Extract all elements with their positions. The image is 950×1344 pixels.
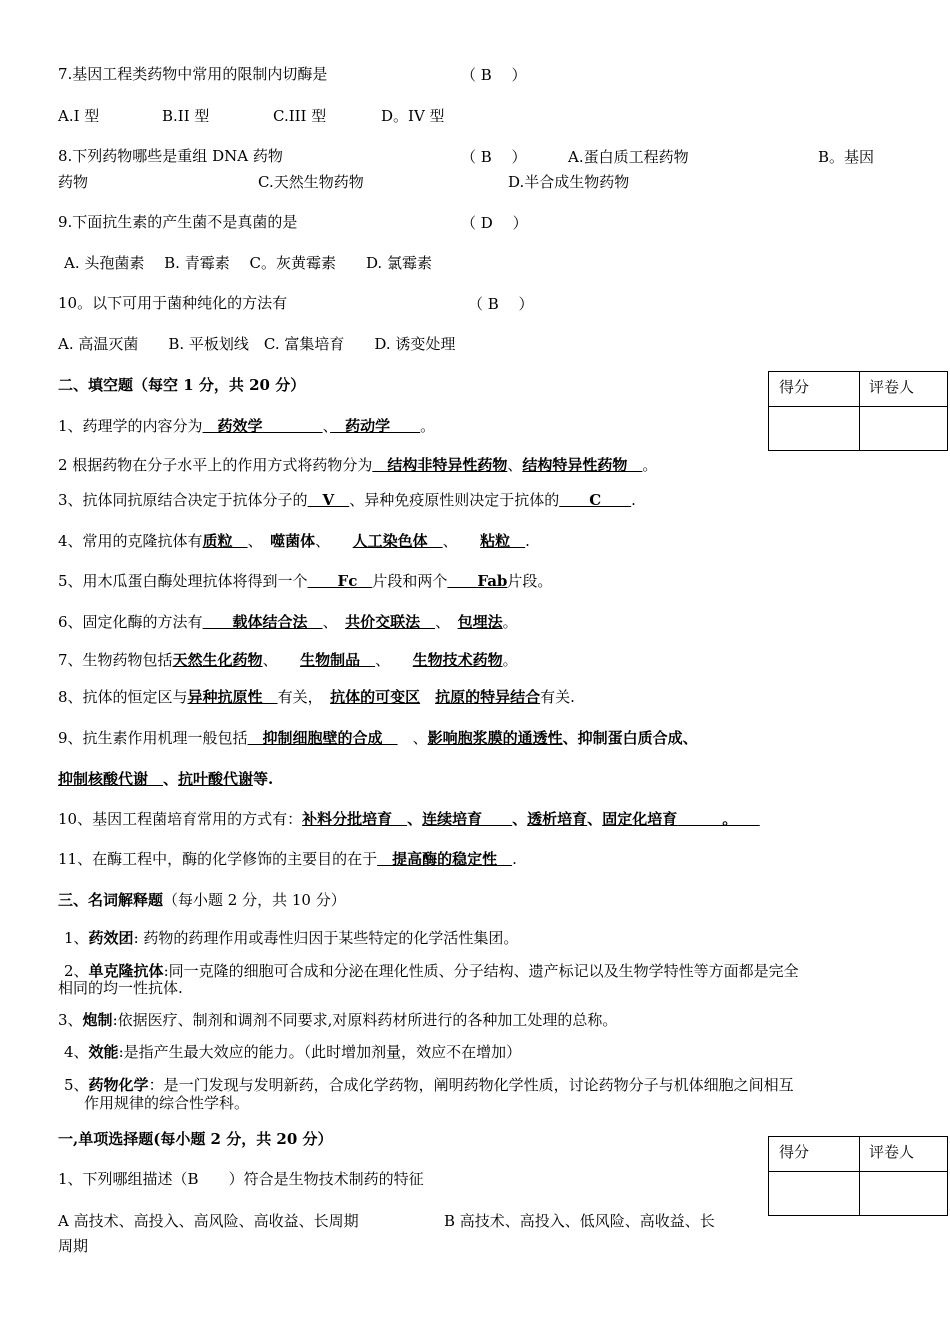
q7-text: 7.基因工程类药物中常用的限制内切酶是 [58, 65, 328, 83]
q8-option-d: D.半合成生物药物 [508, 173, 630, 191]
grader-label: 评卷人 [869, 1143, 915, 1161]
q7-option-b: B.II 型 [162, 107, 210, 125]
term-3: 3、炮制:依据医疗、制剂和调剂不同要求,对原料药材所进行的各种加工处理的总称。 [58, 1011, 618, 1029]
section3-heading: 三、名词解释题（每小题 2 分，共 10 分） [58, 891, 346, 909]
q9-options: A. 头孢菌素 B. 青霉素 C。灰黄霉素 D. 氯霉素 [64, 254, 432, 272]
grader-label: 评卷人 [869, 378, 915, 396]
fill-7: 7、生物药物包括天然生化药物、 生物制品 、 生物技术药物。 [58, 651, 518, 669]
score-label: 得分 [779, 378, 810, 396]
q7-option-a: A.I 型 [58, 107, 100, 125]
term-5-cont: 作用规律的综合性学科。 [84, 1094, 250, 1112]
s1-q1-option-b: B 高技术、高投入、低风险、高收益、长 [444, 1212, 715, 1230]
q7-option-d: D。IV 型 [381, 107, 445, 125]
q7-option-c: C.III 型 [273, 107, 327, 125]
fill-9: 9、抗生素作用机理一般包括 抑制细胞壁的合成 、影响胞浆膜的通透性、抑制蛋白质合成、 [58, 729, 698, 747]
fill-10: 10、基因工程菌培育常用的方式有：补料分批培育 、连续培育 、透析培育、固定化培育 。 [58, 810, 760, 828]
term-1: 1、药效团: 药物的药理作用或毒性归因于某些特定的化学活性集团。 [64, 929, 519, 947]
q8-answer: （ B ） [461, 148, 527, 166]
fill-6: 6、固定化酶的方法有 载体结合法 、 共价交联法 、 包埋法。 [58, 613, 518, 631]
q8-option-b-cont: 药物 [58, 173, 89, 191]
score-box-section1 [768, 1136, 948, 1216]
term-2: 2、单克隆抗体:同一克隆的细胞可合成和分泌在理化性质、分子结构、遗产标记以及生物学特性等方面都是完全 [64, 962, 799, 980]
q8-text: 8.下列药物哪些是重组 DNA 药物 [58, 147, 283, 165]
term-5: 5、药物化学：是一门发现与发明新药，合成化学药物，阐明药物化学性质，讨论药物分子与机体细胞之间相互 [64, 1076, 794, 1094]
q8-option-b: B。基因 [818, 148, 875, 166]
s1-q1-option-a: A 高技术、高投入、高风险、高收益、长周期 [58, 1212, 359, 1230]
score-box-section2 [768, 371, 948, 451]
section1-heading: 一,单项选择题(每小题 2 分，共 20 分） [58, 1130, 333, 1148]
q10-text: 10。以下可用于菌种纯化的方法有 [58, 294, 288, 312]
q10-options: A. 高温灭菌 B. 平板划线 C. 富集培育 D. 诱变处理 [58, 335, 456, 353]
fill-9-cont: 抑制核酸代谢 、抗叶酸代谢等. [58, 770, 274, 788]
fill-3: 3、抗体同抗原结合决定于抗体分子的 V 、异种免疫原性则决定于抗体的 C . [58, 491, 636, 509]
fill-2: 2 根据药物在分子水平上的作用方式将药物分为 结构非特异性药物、结构特异性药物 。 [58, 456, 658, 474]
q8-option-c: C.天然生物药物 [258, 173, 364, 191]
s1-q1-text: 1、下列哪组描述（B ）符合是生物技术制药的特征 [58, 1170, 424, 1188]
fill-8: 8、抗体的恒定区与异种抗原性 有关， 抗体的可变区 抗原的特异结合有关. [58, 688, 575, 706]
q7-answer: （ B ） [461, 66, 527, 84]
fill-5: 5、用木瓜蛋白酶处理抗体将得到一个 Fc 片段和两个 Fab片段。 [58, 572, 553, 590]
q8-option-a: A.蛋白质工程药物 [568, 148, 689, 166]
q9-text: 9.下面抗生素的产生菌不是真菌的是 [58, 213, 298, 231]
s1-q1-option-b-cont: 周期 [58, 1237, 89, 1255]
term-4: 4、效能:是指产生最大效应的能力。（此时增加剂量，效应不在增加） [64, 1043, 522, 1061]
fill-11: 11、在酶工程中，酶的化学修饰的主要目的在于 提高酶的稳定性 . [58, 850, 517, 868]
q9-answer: （ D ） [461, 214, 528, 232]
score-label: 得分 [779, 1143, 810, 1161]
term-2-cont: 相同的均一性抗体. [58, 979, 183, 997]
section2-heading: 二、填空题（每空 1 分，共 20 分） [58, 376, 306, 394]
q10-answer: （ B ） [468, 295, 534, 313]
fill-1: 1、药理学的内容分为 药效学 、 药动学 。 [58, 417, 436, 435]
fill-4: 4、常用的克隆抗体有质粒 、 噬菌体、 人工染色体 、 粘粒 . [58, 532, 530, 550]
